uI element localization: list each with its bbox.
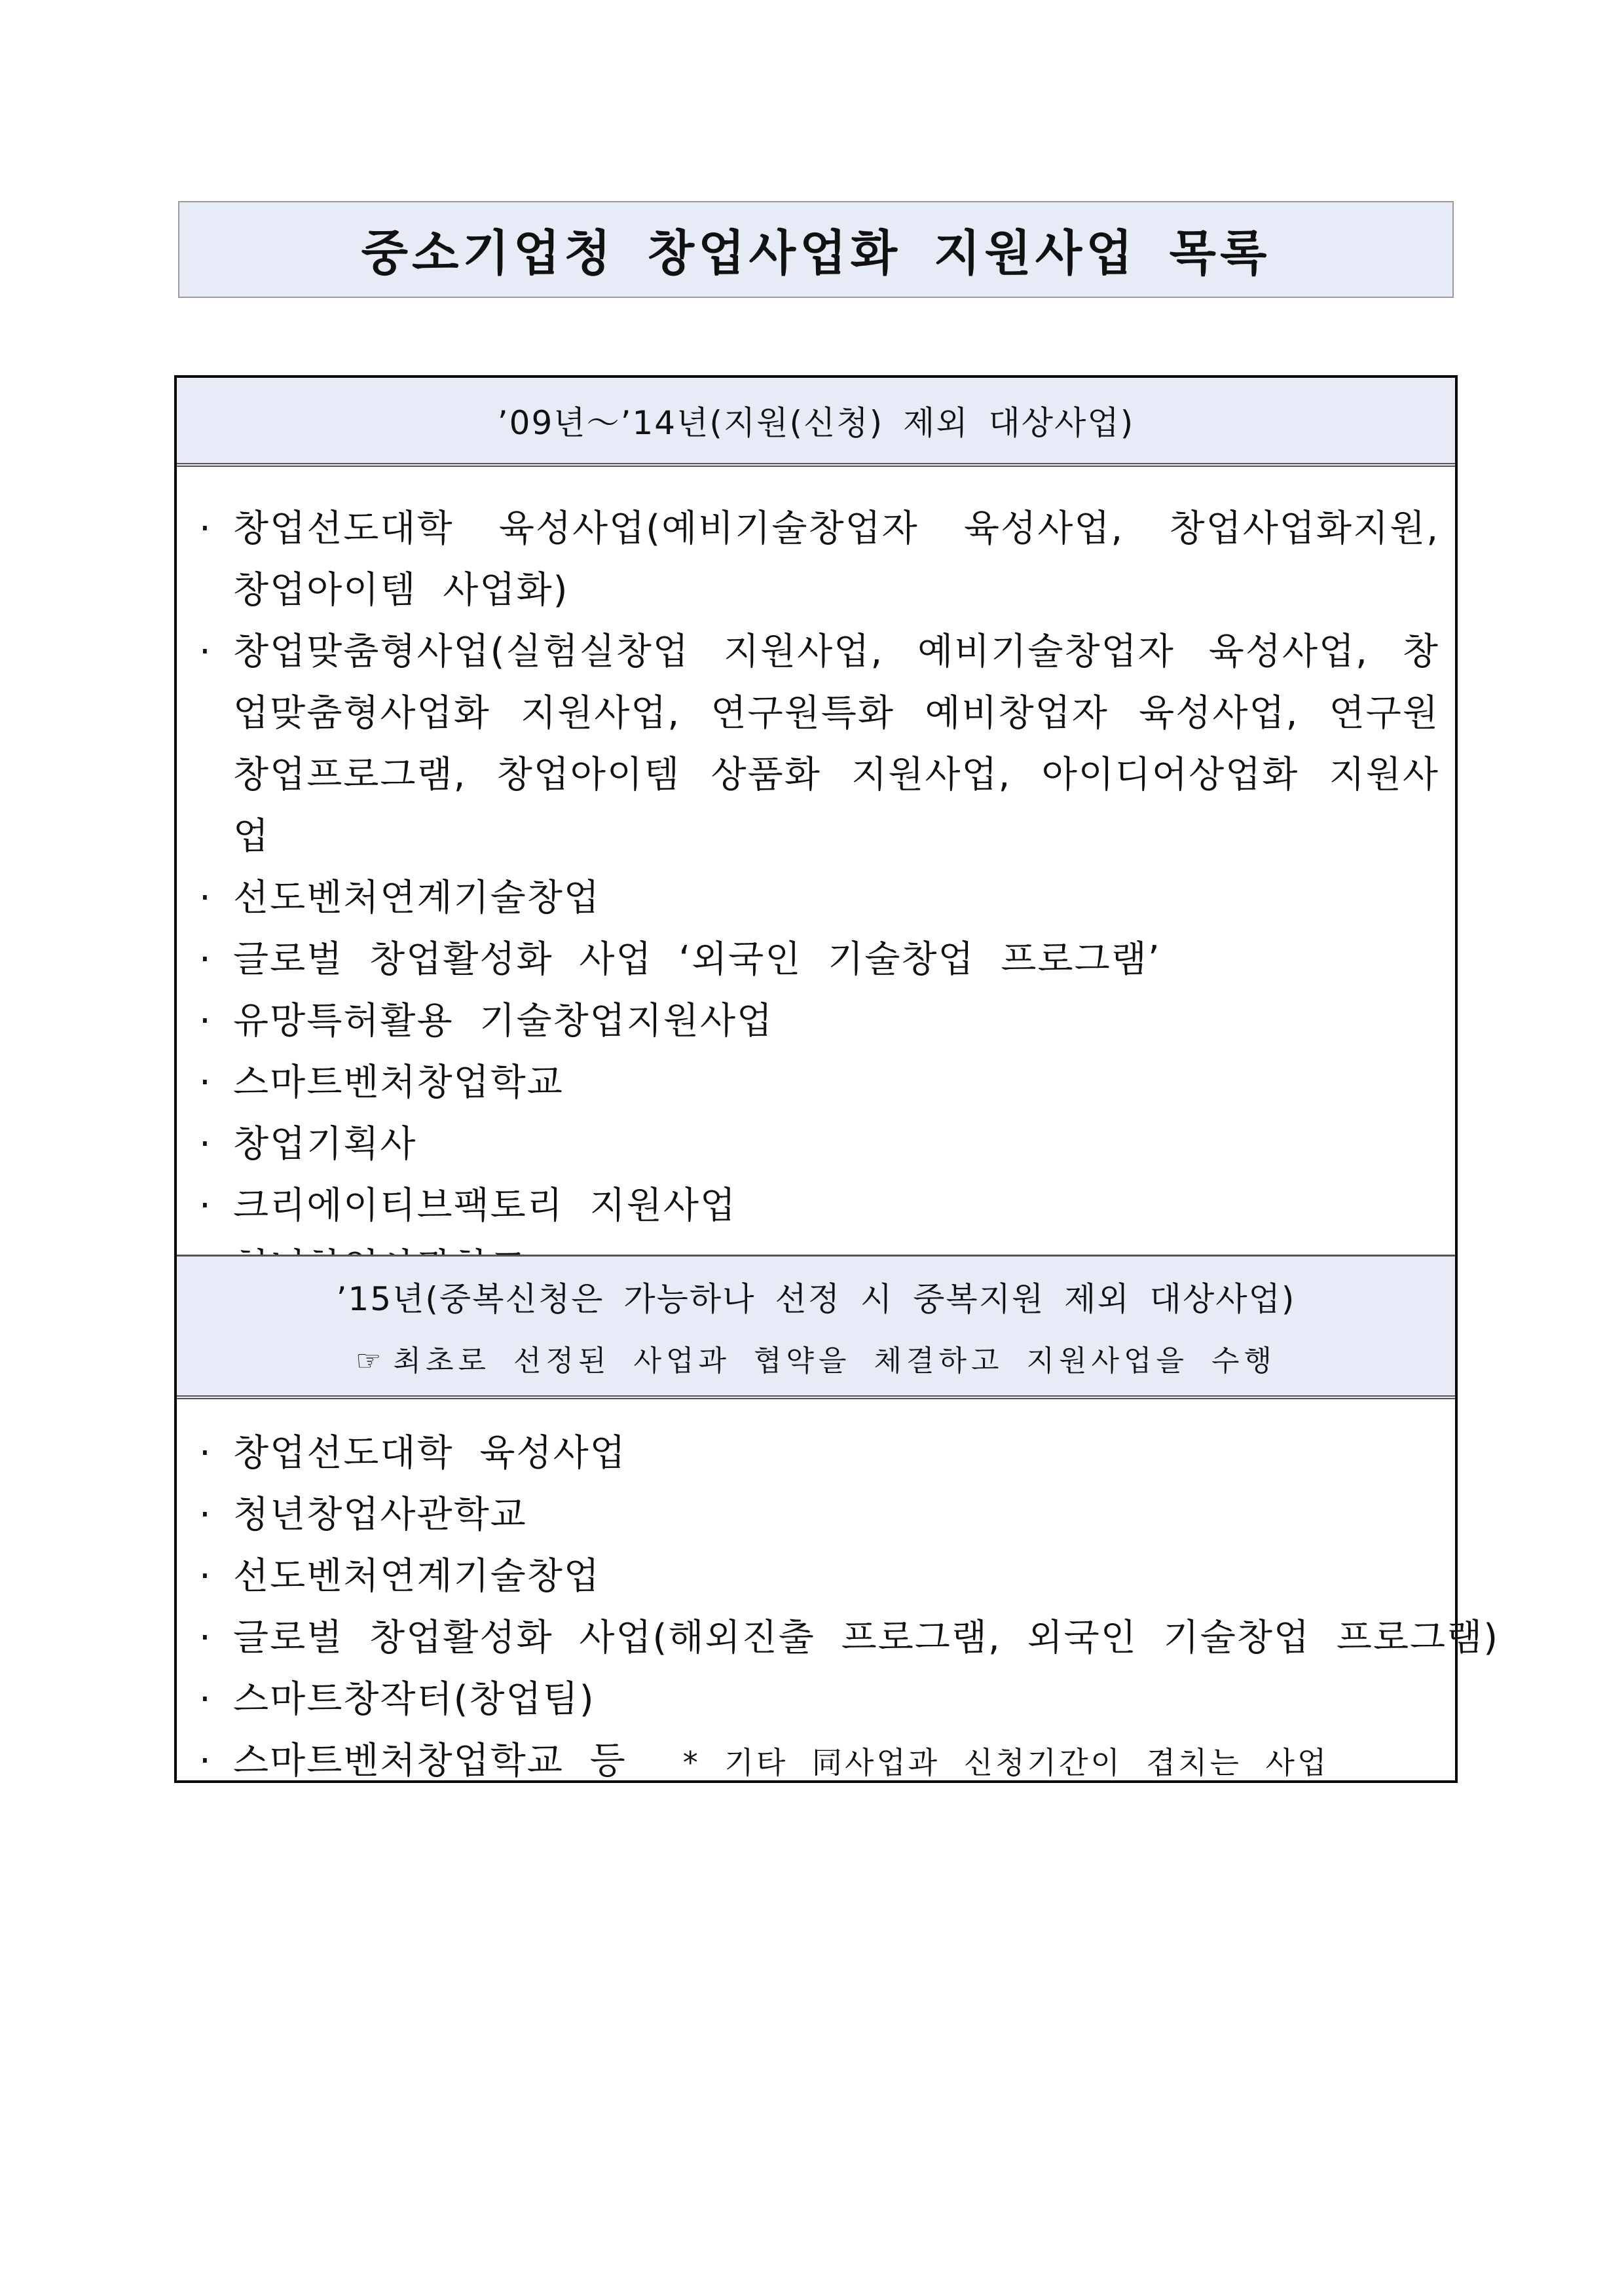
list-item [199,1484,1439,1546]
bullet: · [199,877,211,919]
list-item [199,621,1439,868]
list-item-text: 창업기획사 [233,1123,417,1166]
section1-list [177,498,1455,1298]
bullet: · [199,1000,211,1042]
list-item-text: 선도벤처연계기술창업 [233,1555,600,1598]
bullet: · [199,1061,211,1104]
bullet: · [199,1432,211,1475]
bullet: · [199,938,211,981]
section2-subheader-text: 최초로 선정된 사업과 협약을 체결하고 지원사업을 수행 [393,1344,1276,1378]
list-item [199,1669,1439,1731]
list-item-text: 스마트벤처창업학교 [233,1061,564,1104]
list-item-text [233,1731,1439,1793]
bullet: · [199,1184,211,1227]
list-item [199,1607,1500,1669]
bullet: · [199,507,211,550]
bullet: · [199,1494,211,1536]
footnote: * 기타 同사업과 신청기간이 겹치는 사업 [682,1745,1329,1780]
list-item-text: 창업선도대학 육성사업(예비기술창업자 육성사업, 창업사업화지원, 창업아이템 사업화) [233,507,1439,612]
list-item [199,1546,1439,1607]
list-item-text: 창업선도대학 육성사업 [233,1432,627,1475]
list-item-main: 스마트벤처창업학교 등 [233,1740,627,1782]
list-item [199,498,1439,621]
pointing-hand-icon: ☞ [356,1344,382,1378]
bullet: · [199,1678,211,1721]
bullet: · [199,1555,211,1598]
list-item [199,1175,1439,1237]
section2-list [177,1423,1500,1793]
list-item-text: 스마트창작터(창업팀) [233,1678,595,1721]
section1-header-text: ’09년～’14년(지원(신청) 제외 대상사업) [497,404,1135,442]
list-item [199,929,1439,991]
list-item-text: 선도벤처연계기술창업 [233,877,600,919]
list-item-text: 글로벌 창업활성화 사업(해외진출 프로그램, 외국인 기술창업 프로그램) [233,1617,1500,1659]
bullet: · [199,1617,211,1659]
list-item-text: 글로벌 창업활성화 사업 ‘외국인 기술창업 프로그램’ [233,938,1161,981]
section2-subheader [356,1337,1276,1379]
list-item-text: 유망특허활용 기술창업지원사업 [233,1000,774,1042]
bullet: · [199,1740,211,1782]
list-item [199,1114,1439,1175]
list-item-text: 청년창업사관학교 [233,1494,527,1536]
title-box [178,201,1454,298]
section2-header [177,1255,1455,1399]
list-item [199,1423,1439,1484]
list-item [199,1052,1439,1114]
program-list-table [174,375,1500,1783]
page-title: 중소기업청 창업사업화 지원사업 목록 [361,225,1271,282]
section1-header [177,378,1455,467]
list-item-text: 크리에이티브팩토리 지원사업 [233,1184,737,1227]
section2-header-text: ’15년(중복신청은 가능하나 선정 시 중복지원 제외 대상사업) [336,1280,1296,1318]
bullet: · [199,1123,211,1166]
list-item [199,868,1439,929]
list-item [199,991,1439,1052]
bullet: · [199,631,211,673]
list-item-text: 창업맞춤형사업(실험실창업 지원사업, 예비기술창업자 육성사업, 창업맞춤형사업화 지원사업, 연구원특화 예비창업자 육성사업, 연구원 창업프로그램, 창업아이템 상품화 지원사업, 아이디어상업화 지원사업 [233,631,1439,858]
list-item [199,1731,1439,1793]
